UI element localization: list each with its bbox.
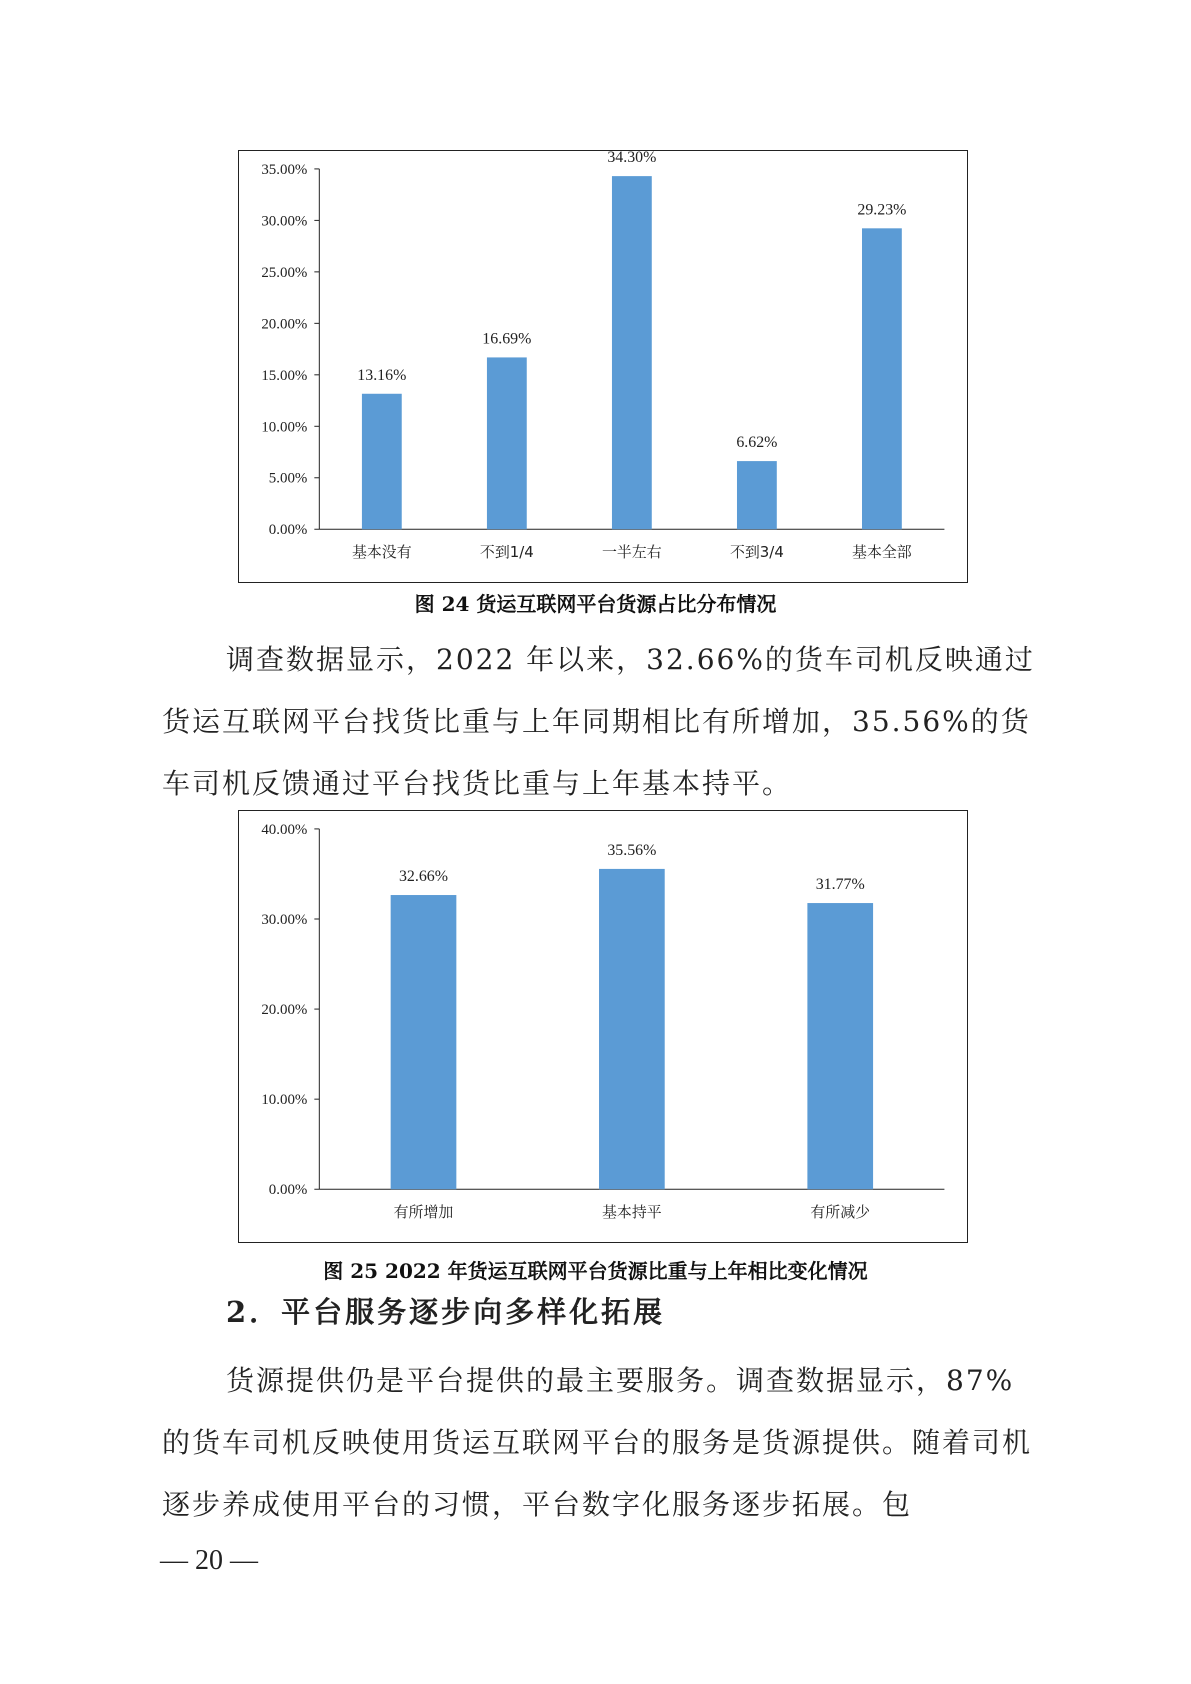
bar-3 [612,176,652,529]
data-label: 29.23% [857,201,907,219]
page-number: — 20 — [160,1545,258,1576]
chart-fig24 [238,150,968,583]
category-label: 基本全部 [852,543,912,562]
y-tick-label: 40.00% [261,821,308,838]
category-label: 基本持平 [602,1203,662,1222]
category-label: 有所减少 [810,1203,871,1222]
bar-1 [362,394,402,529]
bar-5 [862,228,902,529]
data-label: 34.30% [607,151,657,167]
y-tick-label: 0.00% [268,522,308,539]
category-label: 一半左右 [602,543,662,562]
category-label: 有所增加 [393,1203,454,1222]
data-label: 13.16% [357,366,407,384]
y-tick-label: 10.00% [261,419,308,436]
bar-1 [391,895,457,1189]
data-label: 16.69% [482,330,532,348]
bar-chart-fig24 [239,151,967,582]
y-tick-label: 0.00% [268,1182,308,1199]
y-tick-label: 10.00% [261,1092,308,1109]
y-tick-label: 20.00% [261,1002,308,1019]
y-tick-label: 30.00% [261,213,308,230]
y-tick-label: 5.00% [268,470,308,487]
category-label: 不到3/4 [729,543,784,562]
figure-caption-25: 图 25 2022 年货运互联网平台货源比重与上年相比变化情况 [323,1259,868,1283]
bar-3 [807,903,873,1189]
bar-chart-fig25 [239,811,967,1242]
bar-4 [737,461,777,529]
y-tick-label: 15.00% [261,367,308,384]
section-heading: 2．平台服务逐步向多样化拓展 [226,1295,666,1329]
y-tick-label: 25.00% [261,264,308,281]
category-label: 不到1/4 [479,543,534,562]
data-label: 31.77% [815,876,865,894]
y-tick-label: 30.00% [261,911,308,928]
chart-fig25 [238,810,968,1243]
y-tick-label: 35.00% [261,161,308,178]
data-label: 32.66% [398,868,449,886]
bar-2 [487,357,527,529]
bar-2 [599,869,665,1189]
figure-caption-24: 图 24 货运互联网平台货源占比分布情况 [414,592,777,616]
category-label: 基本没有 [351,543,412,562]
paragraph-services: 货源提供仍是平台提供的最主要服务。调查数据显示，87%的货车司机反映使用货运互联网平台的服务是货源提供。随着司机逐步养成使用平台的习惯，平台数字化服务逐步拓展。包 [162,1364,1033,1521]
data-label: 6.62% [736,434,778,452]
data-label: 35.56% [607,841,657,859]
paragraph-survey-data: 调查数据显示，2022 年以来，32.66%的货车司机反映通过货运互联网平台找货比重与上年同期相比有所增加，35.56%的货车司机反馈通过平台找货比重与上年基本持平。 [162,643,1035,800]
y-tick-label: 20.00% [261,316,308,333]
